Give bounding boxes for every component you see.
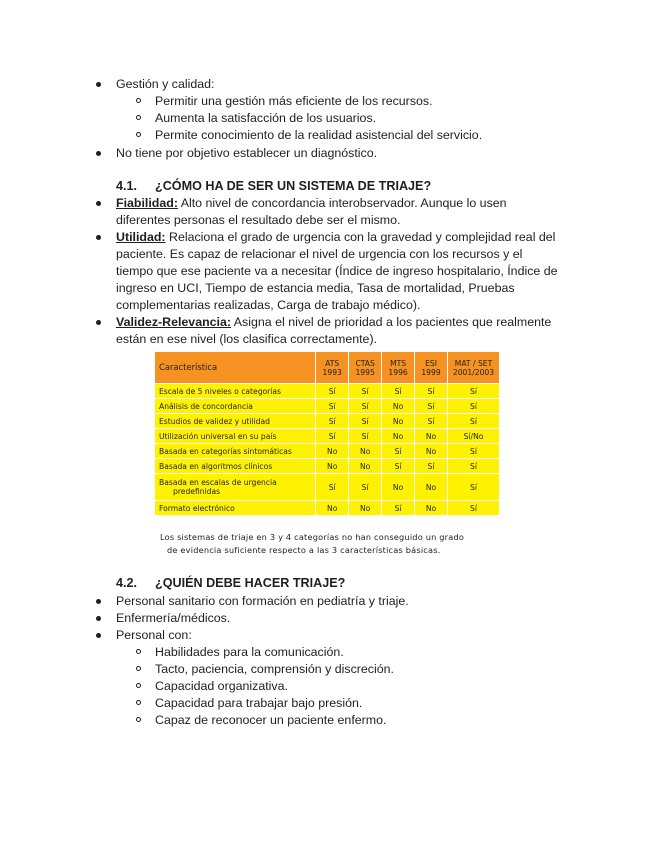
- table-cell: Sí: [316, 384, 349, 399]
- heading-number: 4.1.: [116, 179, 138, 193]
- bullet-icon: [96, 633, 101, 638]
- table-cell: Sí: [447, 444, 499, 459]
- table-cell: Sí: [382, 444, 415, 459]
- list-item: [116, 145, 377, 162]
- bullet-icon: [96, 201, 101, 206]
- table-cell-label: Análisis de concordancia: [155, 399, 316, 414]
- bullet-icon: [96, 616, 101, 621]
- criterion-text-continuation: están en ese nivel (los clasifica correctamente).: [116, 332, 378, 346]
- sub-list-item-text: Capacidad para trabajar bajo presión.: [155, 696, 363, 710]
- table-cell: No: [415, 444, 448, 459]
- heading-title: ¿QUIÉN DEBE HACER TRIAJE?: [155, 576, 346, 590]
- table-row: [155, 384, 500, 399]
- sub-list-item-text: Habilidades para la comunicación.: [155, 645, 344, 659]
- table-cell: Sí: [316, 474, 349, 501]
- sub-list-item: [155, 127, 482, 144]
- criterion-text: Relaciona el grado de urgencia con la gravedad y complejidad real del: [165, 230, 556, 244]
- criterion-text-continuation: tiempo que ese paciente va a necesitar (Índice de ingreso hospitalario, Índice de: [116, 264, 558, 278]
- hollow-bullet-icon: [136, 649, 141, 654]
- table-cell: No: [415, 429, 448, 444]
- table-cell: No: [382, 474, 415, 501]
- sub-list-item-text: Permite conocimiento de la realidad asistencial del servicio.: [155, 128, 483, 142]
- hollow-bullet-icon: [136, 666, 141, 671]
- table-cell: No: [349, 459, 382, 474]
- table-cell: Sí: [382, 384, 415, 399]
- bullet-icon: [96, 235, 101, 240]
- table-header-row: [155, 352, 500, 384]
- criterion-text-continuation: ingreso en UCI, Tiempo de estancia media, Tasa de mortalidad, Pruebas: [116, 281, 515, 295]
- sub-list-item: [155, 110, 376, 127]
- table-cell: No: [415, 501, 448, 516]
- table-cell: Sí: [415, 399, 448, 414]
- hollow-bullet-icon: [136, 98, 141, 103]
- column-header: CTAS 1995: [349, 352, 382, 384]
- table-cell: Sí: [349, 399, 382, 414]
- list-item-text: Personal sanitario con formación en pediatría y triaje.: [116, 594, 409, 608]
- criterion-text-continuation: paciente. Es capaz de relacionar el nivel de urgencia con los recursos y el: [116, 247, 523, 261]
- table-cell: Sí: [382, 501, 415, 516]
- table-cell: Sí: [447, 501, 499, 516]
- criterion-text-continuation: complementarias realizadas, Carga de trabajo médico).: [116, 298, 421, 312]
- list-item: [116, 627, 192, 644]
- table-cell-label: Formato electrónico: [155, 501, 316, 516]
- hollow-bullet-icon: [136, 683, 141, 688]
- sub-list-item: [155, 93, 433, 110]
- section-heading-4-2: [116, 575, 345, 592]
- criterion-term: Fiabilidad:: [116, 196, 178, 210]
- heading-title: ¿CÓMO HA DE SER UN SISTEMA DE TRIAJE?: [155, 179, 432, 193]
- hollow-bullet-icon: [136, 717, 141, 722]
- triage-systems-table: [154, 351, 500, 516]
- table-cell: Sí: [415, 384, 448, 399]
- sub-list-item: [155, 678, 288, 695]
- table-cell: No: [316, 444, 349, 459]
- table-cell: Sí: [316, 429, 349, 444]
- sub-list-item-text: Aumenta la satisfacción de los usuarios.: [155, 111, 377, 125]
- list-item: [116, 76, 215, 93]
- heading-number: 4.2.: [116, 576, 138, 590]
- table-cell: Sí: [415, 414, 448, 429]
- criterion-text-continuation: diferentes personas el resultado debe ser el mismo.: [116, 213, 401, 227]
- list-item: [116, 593, 409, 610]
- table-cell: Sí: [349, 384, 382, 399]
- sub-list-item-text: Permitir una gestión más eficiente de los recursos.: [155, 94, 433, 108]
- bullet-icon: [96, 320, 101, 325]
- criterion-text: Asigna el nivel de prioridad a los pacientes que realmente: [231, 315, 552, 329]
- table-cell: No: [316, 501, 349, 516]
- table-cell: Sí: [447, 399, 499, 414]
- table-cell: No: [415, 474, 448, 501]
- table-cell: Sí: [349, 429, 382, 444]
- table-row: [155, 474, 500, 501]
- table-cell-label: Basada en escalas de urgencia predefinidas: [155, 474, 316, 501]
- table-row: [155, 429, 500, 444]
- section-heading-4-1: [116, 178, 431, 195]
- bullet-icon: [96, 151, 101, 156]
- table-cell: Sí: [447, 459, 499, 474]
- list-item-text: No tiene por objetivo establecer un diagnóstico.: [116, 146, 378, 160]
- table-cell: No: [382, 399, 415, 414]
- sub-list-item-text: Capacidad organizativa.: [155, 679, 288, 693]
- list-item: [116, 610, 230, 627]
- list-item-text: Gestión y calidad:: [116, 77, 215, 91]
- table-cell: No: [349, 501, 382, 516]
- criterion-text: Alto nivel de concordancia interobservador. Aunque lo usen: [177, 196, 507, 210]
- table-cell: Sí: [349, 474, 382, 501]
- hollow-bullet-icon: [136, 700, 141, 705]
- table-caption-line: de evidencia suficiente respecto a las 3 características básicas.: [167, 545, 441, 555]
- hollow-bullet-icon: [136, 115, 141, 120]
- table-cell: No: [316, 459, 349, 474]
- list-item-text: Personal con:: [116, 628, 192, 642]
- column-header: Característica: [155, 352, 316, 384]
- criterion-utilidad: [116, 229, 555, 246]
- sub-list-item-text: Tacto, paciencia, comprensión y discreción.: [155, 662, 394, 676]
- table-cell: No: [382, 429, 415, 444]
- criterion-fiabilidad: [116, 195, 507, 212]
- criterion-validez-relevancia: [116, 314, 551, 331]
- table-cell: Sí: [447, 414, 499, 429]
- table-row: [155, 444, 500, 459]
- table-cell: Sí: [382, 459, 415, 474]
- criterion-term: Utilidad:: [116, 230, 166, 244]
- table-cell: Sí: [415, 459, 448, 474]
- criterion-term: Validez-Relevancia:: [116, 315, 232, 329]
- table-cell-label: Utilización universal en su país: [155, 429, 316, 444]
- sub-list-item-text: Capaz de reconocer un paciente enfermo.: [155, 713, 387, 727]
- table-cell-label: Basada en categorías sintomáticas: [155, 444, 316, 459]
- column-header: MAT / SET 2001/2003: [447, 352, 499, 384]
- column-header: MTS 1996: [382, 352, 415, 384]
- table-cell: No: [349, 444, 382, 459]
- table-row: [155, 414, 500, 429]
- table-cell: No: [382, 414, 415, 429]
- table-cell: Sí: [316, 414, 349, 429]
- column-header: ATS 1993: [316, 352, 349, 384]
- bullet-icon: [96, 599, 101, 604]
- table-caption-line: Los sistemas de triaje en 3 y 4 categorías no han conseguido un grado: [160, 532, 465, 542]
- sub-list-item: [155, 661, 394, 678]
- list-item-text: Enfermería/médicos.: [116, 611, 231, 625]
- table-cell: Sí/No: [447, 429, 499, 444]
- sub-list-item: [155, 644, 344, 661]
- table-cell: Sí: [447, 474, 499, 501]
- sub-list-item: [155, 695, 362, 712]
- table-row: [155, 399, 500, 414]
- hollow-bullet-icon: [136, 132, 141, 137]
- table-cell: Sí: [349, 414, 382, 429]
- table-row: [155, 501, 500, 516]
- table-cell: Sí: [447, 384, 499, 399]
- bullet-icon: [96, 82, 101, 87]
- column-header: ESI 1999: [415, 352, 448, 384]
- table-cell-label: Basada en algoritmos clínicos: [155, 459, 316, 474]
- table-cell-label: Estudios de validez y utilidad: [155, 414, 316, 429]
- table-row: [155, 459, 500, 474]
- sub-list-item: [155, 712, 386, 729]
- table-cell-label: Escala de 5 niveles o categorías: [155, 384, 316, 399]
- table-cell: Sí: [316, 399, 349, 414]
